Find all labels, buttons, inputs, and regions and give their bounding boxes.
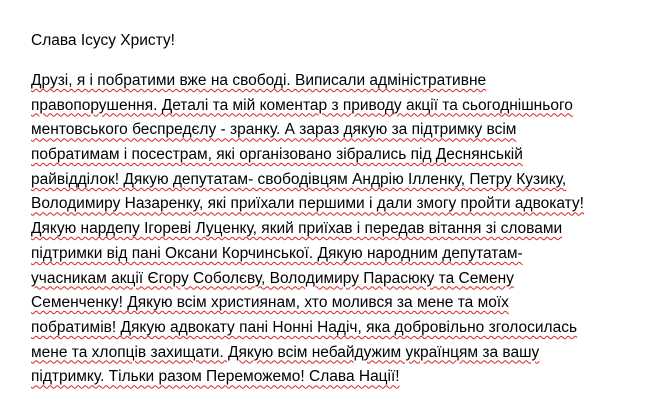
greeting-line: Слава Ісусу Христу! xyxy=(31,32,175,49)
paragraph-line-12: мене та хлопців захищати. Дякую всім небайдужим українцям за вашу xyxy=(31,343,540,361)
paragraph-line-9: учасникам акції Єгору Соболєву, Володимиру Парасюку та Семену xyxy=(31,269,514,287)
paragraph-line-1: Друзі, я і побратими вже на свободі. Виписали адміністративне xyxy=(31,72,487,89)
main-paragraph xyxy=(31,69,584,390)
paragraph-line-7: Дякую нардепу Ігореві Луценку, який приїхав і передав вітання зі словами xyxy=(31,220,563,238)
paragraph-line-3: ментовського беспредєлу - зранку. А зараз дякую за підтримку всім xyxy=(31,121,517,139)
paragraph-line-5: райвідділок! Дякую депутатам- свободівцям Андрію Ілленку, Петру Кузику, xyxy=(31,170,567,188)
paragraph-line-4: побратимам і посестрам, які організовано зібрались під Деснянській xyxy=(31,146,523,164)
paragraph-line-2: правопорушення. Деталі та мій коментар з приводу акції та сьогоднішнього xyxy=(31,96,573,114)
paragraph-line-6: Володимиру Назаренку, які приїхали першими і дали змогу пройти адвокату! xyxy=(31,195,584,213)
paragraph-line-8: підтримки від пані Оксани Корчинської. Дякую народним депутатам- xyxy=(31,244,523,262)
paragraph-line-10: Семенченку! Дякую всім християнам, хто молився за мене та моїх xyxy=(31,294,509,312)
paragraph-line-13: підтримку. Тільки разом Переможемо! Слава Нації! xyxy=(31,368,400,386)
paragraph-line-11: побратимів! Дякую адвокату пані Нонні Надіч, яка добровільно зголосилась xyxy=(31,318,578,336)
